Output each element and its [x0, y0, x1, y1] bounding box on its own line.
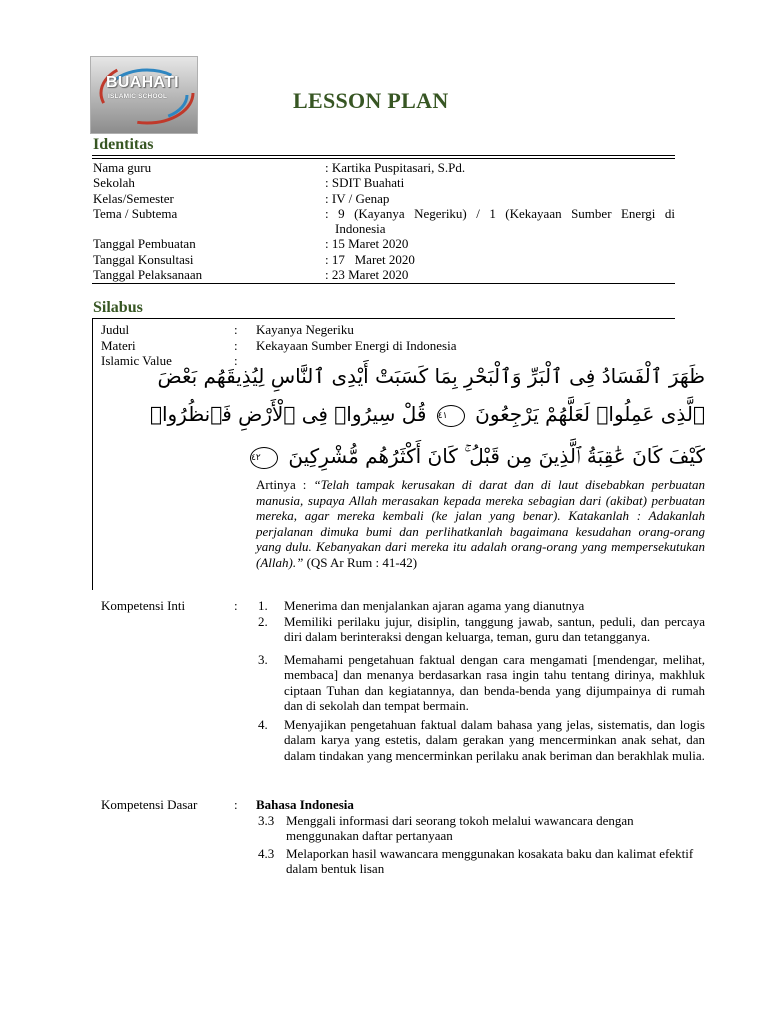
- id-label-kelas: Kelas/Semester: [93, 191, 174, 206]
- list-item-number: 1.: [258, 598, 268, 613]
- list-item: [256, 598, 705, 614]
- islamic-value-colon: :: [234, 353, 238, 368]
- kompetensi-inti-colon: :: [234, 598, 238, 613]
- id-value-kelas: : IV / Genap: [325, 191, 390, 206]
- list-item-number: 3.: [258, 651, 268, 667]
- list-item-text: Memahami pengetahuan faktual dengan cara mengamati [mendengar, melihat, membaca] dan menanya berdasarkan rasa ingin tahu tentang dirinya, makhluk ciptaan Tuhan dan kegiatannya, dan benda-benda yang dijumpainya di rumah dan di sekolah dan tempat bermain.: [284, 651, 705, 713]
- materi-value: Kekayaan Sumber Energi di Indonesia: [256, 338, 457, 353]
- verse-number-42-icon: ٤٢: [250, 447, 278, 469]
- judul-colon: :: [234, 322, 238, 337]
- id-value-tgl-pembuatan: : 15 Maret 2020: [325, 236, 409, 251]
- kompetensi-dasar-label: Kompetensi Dasar: [101, 797, 198, 812]
- id-label-sekolah: Sekolah: [93, 175, 135, 190]
- arabic-line3-part-a: كَيْفَ كَانَ عَٰقِبَةُ ٱلَّذِينَ مِن قَبْلُ ۚ: [464, 444, 705, 468]
- arabic-line3-part-b: كَانَ أَكْثَرُهُم مُّشْرِكِينَ: [288, 444, 458, 468]
- list-item: [256, 614, 705, 645]
- identitas-rule-bottom: [92, 283, 675, 284]
- id-label-tgl-pelaksanaan: Tanggal Pelaksanaan: [93, 267, 203, 282]
- list-item-text: Melaporkan hasil wawancara menggunakan kosakata baku dan kalimat efektif dalam bentuk lisan: [286, 845, 694, 876]
- list-item-number: 4.3: [258, 845, 275, 861]
- list-item-text: Menggali informasi dari seorang tokoh melalui wawancara dengan menggunakan daftar pertanyaan: [286, 812, 634, 843]
- id-value-sekolah: : SDIT Buahati: [325, 175, 405, 190]
- list-item: [256, 717, 705, 764]
- id-label-nama-guru: Nama guru: [93, 160, 152, 175]
- materi-colon: :: [234, 338, 238, 353]
- silabus-rule-top: [92, 318, 675, 319]
- arabic-line2-part-b: قُلْ سِيرُوا۟ فِى ٱلْأَرْضِ فَٱنظُرُوا۟: [149, 402, 427, 426]
- list-item-text: Memiliki perilaku jujur, disiplin, tanggung jawab, santun, peduli, dan percaya diri dalam berinteraksi dengan keluarga, teman, guru dan tetangganya.: [284, 613, 705, 644]
- list-item: [256, 652, 705, 714]
- id-value-nama-guru: : Kartika Puspitasari, S.Pd.: [325, 160, 466, 175]
- id-value-tgl-pelaksanaan: : 23 Maret 2020: [325, 267, 409, 282]
- list-item-text: Menerima dan menjalankan ajaran agama yang dianutnya: [284, 598, 585, 613]
- identitas-heading: Identitas: [93, 136, 154, 153]
- id-value-tema-line2: Indonesia: [335, 221, 386, 236]
- artinya-text: “Telah tampak kerusakan di darat dan di laut disebabkan perbuatan manusia, supaya Allah merasakan kepada mereka sebagian dari (akibat) perbuatan mereka, agar mereka kembali (ke jalan yang benar). Katakanlah : Adakanlah perjalanan dimuka bumi dan perlihatkanlah bagaimana kesudahan orang-orang yang dulu. Kebanyakan dari mereka itu adalah orang-orang yang mempersekutukan (Allah).”: [256, 477, 706, 570]
- kd-subject: Bahasa Indonesia: [256, 797, 354, 812]
- list-item-text: Menyajikan pengetahuan faktual dalam bahasa yang jelas, sistematis, dan logis dalam karya yang estetis, dalam gerakan yang mencerminkan anak sehat, dan dalam tindakan yang mencerminkan perilaku anak beriman dan berakhlak mulia.: [284, 716, 705, 763]
- school-logo: [90, 56, 198, 134]
- silabus-left-border: [92, 319, 93, 590]
- list-item-number: 2.: [258, 613, 268, 629]
- arabic-line2-part-a: ٱلَّذِى عَمِلُوا۟ لَعَلَّهُمْ يَرْجِعُونَ: [475, 402, 705, 426]
- artinya-reference: (QS Ar Rum : 41-42): [303, 554, 418, 570]
- id-label-tema: Tema / Subtema: [93, 206, 178, 221]
- id-value-tgl-konsultasi: : 17 Maret 2020: [325, 252, 415, 267]
- list-item-number: 4.: [258, 716, 268, 732]
- id-label-tgl-konsultasi: Tanggal Konsultasi: [93, 252, 194, 267]
- id-value-tema-line1: : 9 (Kayanya Negeriku) / 1 (Kekayaan Sumber Energi di: [325, 206, 675, 221]
- logo-subtitle: ISLAMIC SCHOOL: [108, 93, 168, 100]
- identitas-rule-top-2: [92, 158, 675, 159]
- kompetensi-inti-label: Kompetensi Inti: [101, 598, 186, 613]
- id-label-tgl-pembuatan: Tanggal Pembuatan: [93, 236, 196, 251]
- id-value-tema: [325, 206, 675, 236]
- judul-label: Judul: [101, 322, 130, 337]
- list-item-number: 3.3: [258, 812, 275, 828]
- islamic-value-label: Islamic Value: [101, 353, 172, 368]
- artinya-translation: [256, 477, 705, 570]
- kompetensi-dasar-colon: :: [234, 797, 238, 812]
- silabus-heading: Silabus: [93, 299, 143, 316]
- kompetensi-inti-list: [256, 598, 705, 763]
- artinya-label: Artinya :: [256, 477, 314, 492]
- list-item: [256, 813, 705, 844]
- kompetensi-dasar-block: [256, 797, 705, 877]
- verse-number-41-icon: ٤١: [437, 405, 465, 427]
- arabic-verse-line-1: ظَهَرَ ٱلْفَسَادُ فِى ٱلْبَرِّ وَٱلْبَحْرِ بِمَا كَسَبَتْ أَيْدِى ٱلنَّاسِ لِيُذِيقَهُم بَعْضَ: [157, 364, 705, 388]
- list-item: [256, 846, 705, 877]
- judul-value: Kayanya Negeriku: [256, 322, 354, 337]
- page-title: LESSON PLAN: [293, 88, 449, 113]
- arabic-verse-line-3: [251, 444, 705, 469]
- identitas-rule-top: [92, 155, 675, 156]
- logo-name: BUAHATI: [106, 74, 179, 91]
- materi-label: Materi: [101, 338, 136, 353]
- arabic-verse-line-2: [149, 402, 705, 427]
